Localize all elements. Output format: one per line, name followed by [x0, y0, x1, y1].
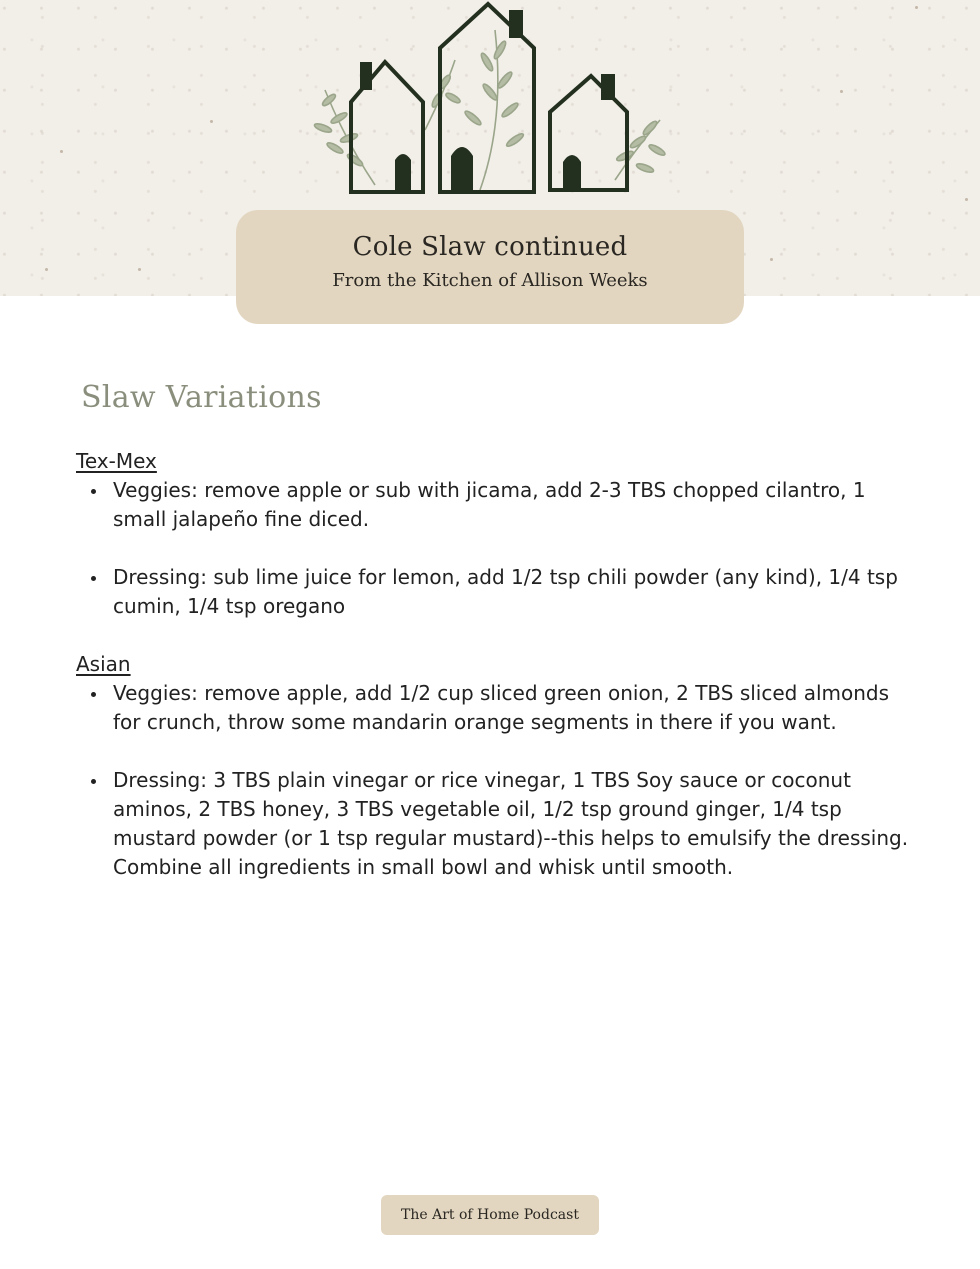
list-item: Veggies: remove apple or sub with jicama, add 2-3 TBS chopped cilantro, 1 small jalapeño fine diced.: [76, 476, 916, 534]
leaf-sprigs-decoration: [314, 30, 667, 190]
category-tex-mex: Tex-Mex: [76, 449, 157, 473]
recipe-subtitle: From the Kitchen of Allison Weeks: [332, 270, 648, 291]
houses-with-leaves-illustration: [305, 0, 675, 200]
house-right-icon: [550, 74, 627, 190]
variations-content: [76, 447, 916, 882]
list-item: Veggies: remove apple, add 1/2 cup sliced green onion, 2 TBS sliced almonds for crunch, throw some mandarin orange segments in there if you want.: [76, 679, 916, 737]
list-item: Dressing: 3 TBS plain vinegar or rice vinegar, 1 TBS Soy sauce or coconut aminos, 2 TBS honey, 3 TBS vegetable oil, 1/2 tsp ground ginger, 1/4 tsp mustard powder (or 1 tsp regular mustard)--this helps to emulsify the dressing. Combine all ingredients in small bowl and whisk until smooth.: [76, 766, 916, 882]
asian-list: [76, 679, 916, 882]
title-card: [236, 210, 744, 324]
recipe-title: Cole Slaw continued: [352, 232, 628, 262]
tex-mex-list: [76, 476, 916, 621]
section-heading: Slaw Variations: [81, 380, 322, 415]
house-left-icon: [351, 62, 423, 192]
footer-badge: The Art of Home Podcast: [381, 1195, 599, 1235]
list-item: Dressing: sub lime juice for lemon, add 1/2 tsp chili powder (any kind), 1/4 tsp cumin, 1/4 tsp oregano: [76, 563, 916, 621]
category-asian: Asian: [76, 652, 131, 676]
